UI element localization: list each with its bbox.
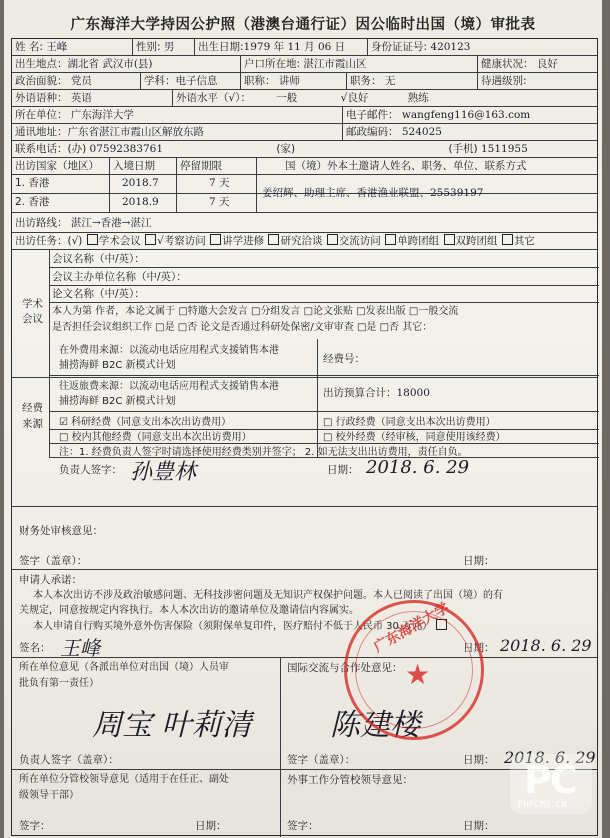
trip-row-1: 1. 香港 2018.7 7 天 [12,175,597,194]
row-basic-5: 所在单位： 广东海洋大学 电子邮件： wangfeng116@163.com [12,107,597,124]
trips-header: 出访国家（地区） 入境日期 停留期限 国（境）外本土邀请人姓名、职务、单位、联系方式 [12,158,597,175]
leader-section: 所在单位分管校领导意见（适用于在任正、副处 级领导干部） 外事工作分管校领导意见： 签字： 日期： 签字： 日期： [12,770,597,837]
applicant-section: 申请人承诺： 本人本次出访不涉及政治敏感问题、无科技涉密问题及无知识产权保护问题。本人已阅读了出国（境）的有 关规定，同意按规定内容执行。本人本次出访的邀请单位及邀请信内容属实。 本人申请自行购买境外意外伤害保险（须附保单复印件，医疗赔付不低于人民币 30 万元） 签名： 王峰 日期： 2018. 6. 29 [12,570,597,658]
row-basic-2: 出生地点：湖北省 武汉市(县) 户口所在地: 湛江市霞山区 健康状况： 良好 [12,56,597,73]
academic-section: 学术 会议 会议名称（中/英）： 会议主办单位名称（中/英）： 论文名称（中/英）： 本人为第 作者，本论文属于 □特邀大会发言 □分组发言 □论文张贴 □发表出版 □一般交流 是否担任会议组织工作 □是 □否 论文是否通过科研处保密/文审审查 □是 □否 其它： [12,250,597,378]
row-basic-3: 政治面貌： 党员 学科：电子信息 职称： 讲师 职务： 无 待遇级别: [12,73,597,90]
approval-form-paper [4,0,602,838]
funding-section: 经费 来源 在外费用来源：以流动电话应用程式支援销售本港 捕捞海鲜 B2C 新模式计划 经费号： 往返旅费来源：以流动电话应用程式支援销售本港 捕捞海鲜 B2C 新模式计划 出访预算合计：18000 ☑ 科研经费（同意支出本次出访费用） □ 行政经费（同意支出本次出访费用） □ 校内其他经费（同意支出本次出访费用） □ 校外经费（经审核，同意使用该经费） 注：1. 经费负责人签字时请选择使用经费类别并签字； 2. 如无法支出出访费用，责任自负。 负责人签字： 孙豊林 日期： 2018. 6. 29 [12,339,597,507]
row-phone: 联系电话：(办) 07592383761 (家) (手机) 1511955 [12,141,597,158]
applicant-signature: 王峰 [60,636,100,660]
finance-section: 财务处审核意见： 签字（盖章）： 日期： [12,507,597,570]
unit-opinion-section: 所在单位意见（各派出单位对出国（境）人员审 批负有第一责任） 周宝 叶莉清 负责人签字（盖章）： 国际交流与合作处意见： 陈建楼 签字（盖章）： 日期： 2018. 6. 29 [12,658,597,770]
form-table [11,38,598,836]
name-value: 王峰 [46,41,68,53]
id-value: 420123 [430,41,471,53]
site-watermark: PC PHPCMS.CN [510,754,592,814]
row-basic-1: 姓 名: 王峰 性别: 男 出生日期:1979 年 11 月 06 日 身份证证号: 420123 [12,39,597,56]
trip-row-2: 2. 香港 2018.9 7 天 [12,194,597,213]
pc-logo-icon: PC [524,758,576,802]
intl-office-signature: 陈建楼 [330,708,420,743]
funding-signature: 孙豊林 [130,460,197,485]
route-row: 出访路线： 湛江→香港→湛江 [12,213,597,233]
unit-leader-signature: 周宝 叶莉清 [92,708,252,743]
row-basic-4: 外语语种： 英语 外语水平（√）： 一般 √良好 熟练 [12,90,597,107]
form-title: 广东海洋大学持因公护照（港澳台通行证）因公临时出国（境）审批表 [70,17,536,33]
row-basic-6: 通讯地址：广东省湛江市霞山区解放东路 邮政编码： 524025 [12,124,597,141]
official-seal: ★ 广东海洋大学 [344,600,484,740]
task-row: 出访任务：(√) 学术会议 √考察访问 讲学进修 研究洽谈 交流访问 单跨团组 双跨团组 其它 [12,233,597,250]
inviter-value: 姜绍辉、助理主席、香港渔业联盟、25539197 [262,187,484,199]
